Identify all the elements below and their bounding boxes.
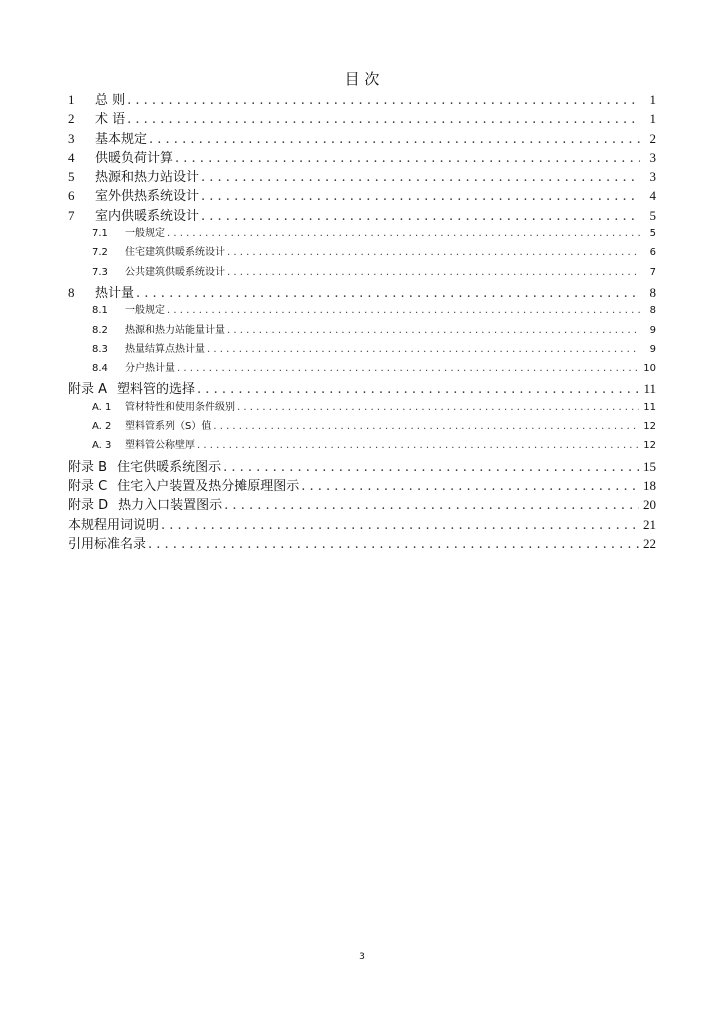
- toc-entry-page: 7: [649, 266, 656, 278]
- toc-entry-number: A. 3: [92, 440, 112, 452]
- toc-entry-page: 1: [649, 111, 656, 127]
- toc-entry[interactable]: [68, 494, 656, 513]
- toc-entry-title: 塑料管的选择: [117, 382, 196, 398]
- toc-entry[interactable]: [68, 398, 656, 417]
- toc-entry-page: 22: [643, 535, 656, 551]
- toc-entry-page: 3: [649, 169, 656, 185]
- toc-leader-dots: [224, 498, 639, 513]
- toc-entry-page: 8: [649, 284, 656, 300]
- toc-entry-page: 12: [643, 421, 656, 433]
- toc-entry[interactable]: [68, 108, 656, 127]
- toc-entry-number: A. 1: [92, 401, 112, 413]
- toc-entry-page: 18: [643, 477, 656, 493]
- toc-entry-page: 5: [649, 228, 656, 240]
- toc-entry[interactable]: [68, 378, 656, 397]
- toc-entry-page: 9: [649, 343, 656, 355]
- toc-entry-title: 本规程用词说明: [68, 517, 160, 533]
- toc-entry[interactable]: [68, 128, 656, 147]
- toc-entry-page: 9: [649, 324, 656, 336]
- toc-leader-dots: [127, 93, 640, 108]
- toc-entry-number: 7.2: [92, 247, 108, 259]
- toc-entry-page: 15: [643, 458, 656, 474]
- toc-entry-title: 分户热计量: [125, 363, 175, 375]
- toc-entry-title: 住宅供暖系统图示: [117, 459, 222, 475]
- toc-leader-dots: [149, 132, 640, 147]
- toc-leader-dots: [167, 305, 640, 316]
- toc-leader-dots: [207, 344, 640, 355]
- toc-entry-number: 附录 B: [68, 459, 108, 475]
- toc-entry-page: 6: [649, 247, 656, 259]
- toc-leader-dots: [223, 460, 639, 475]
- toc-entry-number: 2: [68, 111, 75, 127]
- toc-entry-page: 11: [643, 381, 656, 397]
- toc-entry[interactable]: [68, 205, 656, 224]
- toc-entry-title: 管材特性和使用条件级别: [125, 401, 235, 413]
- toc-entry-title: 一般规定: [125, 228, 165, 240]
- toc-entry-title: 热源和热力站设计: [95, 170, 200, 186]
- toc-entry-title: 热源和热力站能量计量: [125, 324, 225, 336]
- toc-entry[interactable]: [68, 321, 656, 340]
- toc-entry-number: 8.1: [92, 305, 108, 317]
- toc-entry-title: 引用标准名录: [68, 536, 147, 552]
- page-title: 目 次: [344, 70, 380, 88]
- toc-leader-dots: [197, 440, 639, 451]
- toc-entry[interactable]: [68, 224, 656, 243]
- toc-leader-dots: [148, 537, 639, 552]
- toc-entry[interactable]: [68, 89, 656, 108]
- toc-leader-dots: [227, 247, 640, 258]
- toc-entry-page: 2: [649, 130, 656, 146]
- toc-entry-number: 8.4: [92, 363, 108, 375]
- toc-entry-title: 供暖负荷计算: [95, 150, 174, 166]
- toc-entry-title: 一般规定: [125, 305, 165, 317]
- toc-entry-title: 热量结算点热计量: [125, 343, 205, 355]
- toc-entry-title: 术 语: [95, 112, 126, 128]
- page-number: 3: [359, 952, 365, 962]
- toc-entry[interactable]: [68, 436, 656, 455]
- toc-entry-page: 5: [649, 207, 656, 223]
- toc-entry-page: 4: [649, 188, 656, 204]
- toc-entry[interactable]: [68, 456, 656, 475]
- toc-leader-dots: [201, 189, 640, 204]
- toc-entry[interactable]: [68, 147, 656, 166]
- toc-entry-number: 附录 A: [68, 382, 108, 398]
- toc-entry-title: 热力入口装置图示: [118, 498, 223, 514]
- toc-entry[interactable]: [68, 243, 656, 262]
- toc-entry-title: 基本规定: [95, 131, 148, 147]
- toc-leader-dots: [127, 112, 640, 127]
- toc-entry-title: 住宅入户装置及热分摊原理图示: [117, 478, 300, 494]
- toc-entry-title: 室外供热系统设计: [95, 189, 200, 205]
- toc-entry-page: 21: [643, 516, 656, 532]
- toc-entry[interactable]: [68, 340, 656, 359]
- toc-entry-number: 3: [68, 130, 75, 146]
- toc-entry-title: 塑料管公称壁厚: [125, 440, 195, 452]
- toc-entry-number: 7.3: [92, 266, 108, 278]
- toc-entry-number: 附录 C: [68, 478, 108, 494]
- table-of-contents: [68, 89, 656, 552]
- toc-entry-number: 8: [68, 284, 75, 300]
- toc-entry-page: 3: [649, 149, 656, 165]
- toc-leader-dots: [201, 170, 640, 185]
- toc-entry-number: A. 2: [92, 421, 112, 433]
- toc-leader-dots: [197, 382, 639, 397]
- toc-entry[interactable]: [68, 301, 656, 320]
- toc-leader-dots: [301, 479, 639, 494]
- toc-entry-number: 7: [68, 207, 75, 223]
- toc-entry-number: 8.3: [92, 343, 108, 355]
- toc-entry[interactable]: [68, 359, 656, 378]
- toc-entry-title: 室内供暖系统设计: [95, 208, 200, 224]
- toc-leader-dots: [213, 421, 639, 432]
- toc-entry[interactable]: [68, 514, 656, 533]
- toc-entry-title: 塑料管系列（S）值: [125, 421, 212, 433]
- toc-leader-dots: [201, 209, 640, 224]
- toc-entry-page: 12: [643, 440, 656, 452]
- toc-entry[interactable]: [68, 166, 656, 185]
- toc-entry-number: 5: [68, 169, 75, 185]
- toc-entry[interactable]: [68, 263, 656, 282]
- toc-leader-dots: [227, 267, 640, 278]
- toc-entry-title: 总 则: [95, 93, 126, 108]
- toc-entry[interactable]: [68, 282, 656, 301]
- toc-entry-page: 1: [649, 92, 656, 107]
- toc-entry-page: 8: [649, 305, 656, 317]
- toc-entry-number: 附录 D: [68, 498, 109, 514]
- toc-leader-dots: [136, 286, 640, 301]
- toc-entry-number: 4: [68, 149, 75, 165]
- toc-leader-dots: [177, 363, 639, 374]
- toc-leader-dots: [237, 402, 639, 413]
- toc-entry-page: 11: [643, 401, 656, 413]
- toc-entry[interactable]: [68, 185, 656, 204]
- toc-entry-page: 20: [643, 497, 656, 513]
- toc-entry[interactable]: [68, 417, 656, 436]
- toc-entry-number: 8.2: [92, 324, 108, 336]
- toc-leader-dots: [167, 228, 640, 239]
- toc-entry[interactable]: [68, 533, 656, 552]
- toc-entry-page: 10: [643, 363, 656, 375]
- toc-entry-title: 住宅建筑供暖系统设计: [125, 247, 225, 259]
- toc-entry-title: 热计量: [95, 285, 135, 301]
- toc-entry-number: 1: [68, 92, 75, 107]
- toc-leader-dots: [161, 518, 639, 533]
- toc-entry[interactable]: [68, 475, 656, 494]
- toc-leader-dots: [227, 325, 640, 336]
- toc-entry-number: 6: [68, 188, 75, 204]
- toc-entry-title: 公共建筑供暖系统设计: [125, 266, 225, 278]
- toc-leader-dots: [175, 151, 640, 166]
- toc-entry-number: 7.1: [92, 228, 108, 240]
